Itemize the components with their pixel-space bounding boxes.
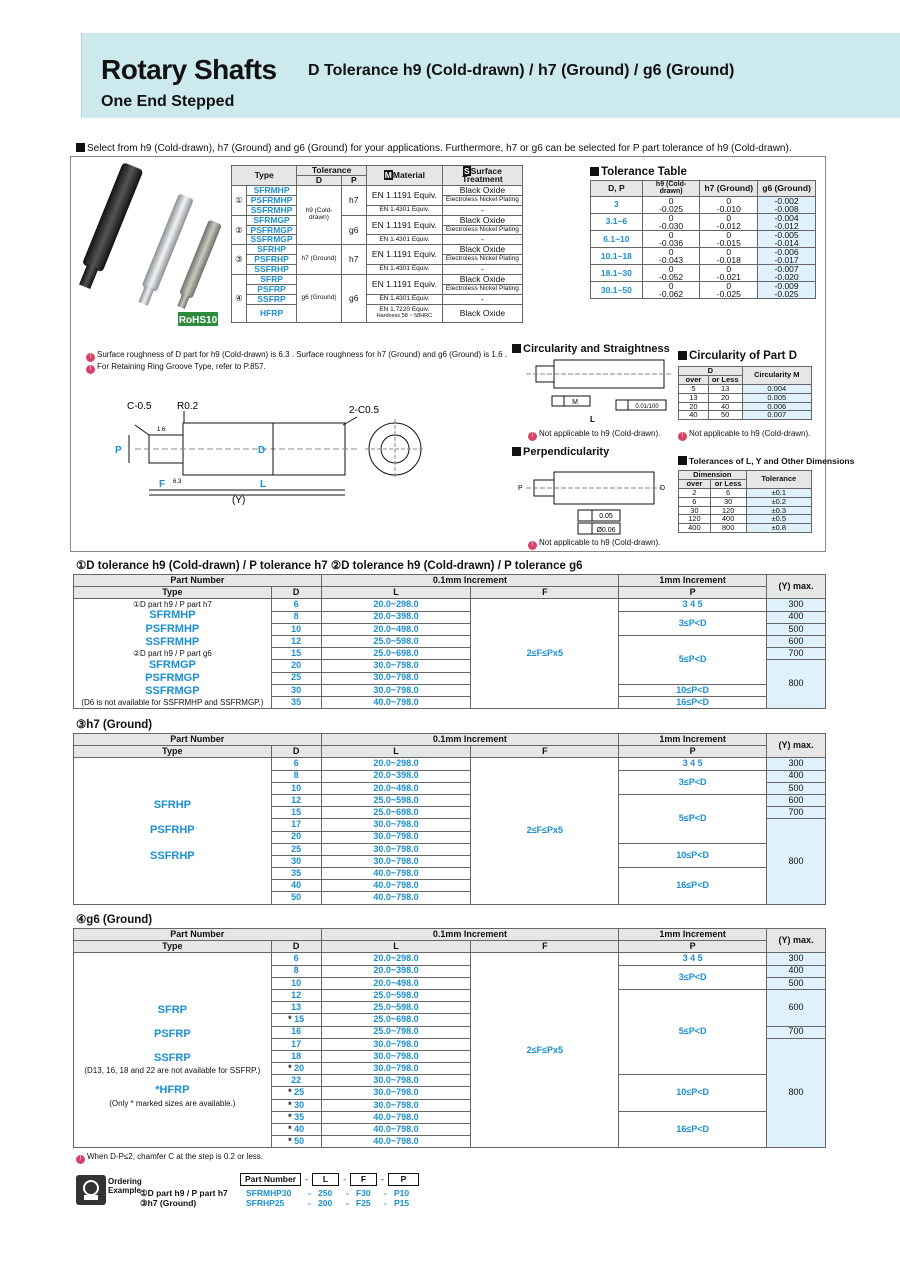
tolerance-row: 30.1~50 0 -0.062 0 -0.025 -0.009 -0.025 [591,282,816,299]
label-y: (Y) [232,495,246,506]
ordering-values: SFRMHP30 - 250 - F30 - P10 SFRHP25 - 200 - F25 - P15 [246,1188,410,1208]
type-table: Type Tolerance MMaterial SSurface Treatment D P ① SFRMHP h9 (Cold-drawn) h7 EN 1.1191 Equiv. Black Oxide PSFRMHP Electroless Nickel Plating SSFRMHP EN 1.4301 Equiv. - ② SFRMGP g6 EN 1.1191 Equiv. Black Oxide PSFRMGP Electroless Nickel Plating SSFRMGP EN 1.4301 Equiv. - ③ SFRHP h7 (Ground) h7 EN 1.1191 Equiv. Black Oxide PSFRHP Electroless Nickel Plating SSFRHP EN 1.4301 Equiv. - ④ SFRP g6 (Ground) g6 EN 1.1191 Equiv. Black Oxide PSFRP Electroless Nickel Plating SSFRP EN 1.4301 Equiv. - HFRP EN 1.7220 Equiv. Hardness 58 ~ 58HRC Black Oxide [231,165,523,323]
svg-text:D: D [660,485,666,492]
tol_dims-row: 400 800 ±0.8 [679,524,812,533]
tol_dims-row: 2 6 ±0.1 [679,488,812,497]
tolerance-row: 3 0 -0.025 0 -0.010 -0.002 -0.008 [591,196,816,213]
label-d: D [258,445,266,456]
section4-types: SFRP PSFRP SSFRP (D13, 16, 18 and 22 are not available for SSFRP.) *HFRP (Only * marked sizes are available.) [74,953,272,1148]
section3-types: SFRHP PSFRHP SSFRHP [74,758,272,904]
svg-text:L: L [590,415,595,424]
perpendicularity-note: ! Not applicable to h9 (Cold-drawn). [528,538,660,550]
circ-d-note: ! Not applicable to h9 (Cold-drawn). [678,429,810,441]
label-p: P [115,445,122,456]
material-header: MMaterial [366,166,442,186]
label-rough16: 1.6 [157,427,166,433]
bottom-note: ! When D-P≤2, chamfer C at the step is 0.2 or less. [76,1152,263,1164]
tolerance-row: 6.1~10 0 -0.036 0 -0.015 -0.005 -0.014 [591,230,816,247]
circularity-drawing [512,356,672,428]
tolerance-table: D, P h9 (Cold-drawn) h7 (Ground) g6 (Ground) 3 0 -0.025 0 -0.010 -0.002 -0.008 3.1~6 0 -0.030 0 -0.012 -0.004 -0.012 6.1~10 0 -0.036 0 -0.015 -0.005 -0.014 10.1~18 0 -0.043 0 -0.018 -0.006 -0.017 18.1~30 0 -0.052 0 -0.021 -0.007 -0.020 30.1~50 0 -0.062 0 -0.025 -0.009 -0.025 [590,180,816,299]
section3-title: ③h7 (Ground) [76,719,153,731]
retaining-note: ! For Retaining Ring Groove Type, refer to P.857. [86,362,266,374]
ordering-icon [76,1175,106,1205]
tolerance-row: 10.1~18 0 -0.043 0 -0.018 -0.006 -0.017 [591,248,816,265]
label-2c05: 2-C0.5 [349,405,380,416]
perpendicularity-drawing [512,460,672,538]
ordering-desc: ①D part h9 / P part h7 ③h7 (Ground) [140,1188,228,1208]
svg-text:0.01/100: 0.01/100 [635,404,659,410]
page-title: Rotary Shafts [101,54,277,85]
label-l: L [260,479,267,490]
intro-text: Select from h9 (Cold-drawn), h7 (Ground) and g6 (Ground) for your applications. Furthermore, h7 or g6 can be selected for P part tolerance of h9 (Cold-drawn). [76,143,792,154]
section4-table: Part Number 0.1mm Increment 1mm Increment (Y) max. Type D L F P SFRP PSFRP SSFRP (D13, 16, 18 and 22 are not available for SSFRP.) *HFRP (Only * marked sizes are available.) 6 20.0~298.0 2≤F≤Px5 3 4 5 300 8 20.0~398.0 3≤P<D 400 10 20.0~498.0 500 12 25.0~598.0 5≤P<D 600 13 25.0~598.0 * 15 25.0~698.0 16 25.0~798.0 700 17 30.0~798.0 800 18 30.0~798.0 * 20 30.0~798.0 22 30.0~798.0 10≤P<D * 25 30.0~798.0 * 30 30.0~798.0 * 35 40.0~798.0 16≤P<D * 40 40.0~798.0 * 50 40.0~798.0 [73,928,826,1148]
circ_d-row: 20 40 0.006 [679,402,812,411]
label-f: F [159,479,166,490]
tol_dims-row: 30 120 ±0.3 [679,506,812,515]
circ_d-row: 40 50 0.007 [679,411,812,420]
tolerance-table-title: Tolerance Table [590,166,687,178]
svg-text:Ø0.06: Ø0.06 [596,527,616,534]
perpendicularity-title: Perpendicularity [512,446,609,458]
circ_d-row: 13 20 0.005 [679,393,812,402]
svg-text:M: M [572,399,578,406]
label-c05: C-0.5 [127,401,152,412]
shaft-drawing [95,395,425,510]
page-subtitle: D Tolerance h9 (Cold-drawn) / h7 (Ground) / g6 (Ground) [308,62,735,79]
circ_d-row: 5 13 0.004 [679,384,812,393]
tolerance-row: 18.1~30 0 -0.052 0 -0.021 -0.007 -0.020 [591,265,816,282]
section1-types: ①D part h9 / P part h7 SFRMHP PSFRMHP SSFRMHP ②D part h9 / P part g6 SFRMGP PSFRMGP SSFRMGP (D6 is not available for SSFRMHP and SSFRMGP.) [74,599,272,709]
section3-table: Part Number 0.1mm Increment 1mm Increment (Y) max. Type D L F P SFRHP PSFRHP SSFRHP 6 20.0~298.0 2≤F≤Px5 3 4 5 300 8 20.0~398.0 3≤P<D 400 10 20.0~498.0 500 12 25.0~598.0 5≤P<D 600 15 25.0~698.0 700 17 30.0~798.0 800 20 30.0~798.0 25 30.0~798.0 10≤P<D 30 30.0~798.0 35 40.0~798.0 16≤P<D 40 40.0~798.0 50 40.0~798.0 [73,733,826,905]
circ-d-title: Circularity of Part D [678,350,797,362]
section1-title: ①D tolerance h9 (Cold-drawn) / P tolerance h7 ②D tolerance h9 (Cold-drawn) / P tolerance g6 [76,560,583,572]
tol-dims-table: Dimension Tolerance over or Less 2 6 ±0.1 6 30 ±0.2 30 120 ±0.3 120 400 ±0.5 400 800 ±0.8 [678,470,812,533]
rohs-badge: RoHS10 [178,315,218,326]
ordering-label: Ordering Example [108,1177,142,1195]
surface-header: SSurface Treatment [442,166,522,186]
label-rough63: 6.3 [173,479,182,485]
ordering-header: Part Number - L - F - P [240,1173,419,1186]
label-r02: R0.2 [177,401,199,412]
tol_dims-row: 6 30 ±0.2 [679,497,812,506]
tolerance-row: 3.1~6 0 -0.030 0 -0.012 -0.004 -0.012 [591,213,816,230]
tolerance-header: Tolerance [297,166,367,176]
tol_dims-row: 120 400 ±0.5 [679,515,812,524]
product-photo [74,162,230,330]
type-header: Type [232,166,297,186]
section4-title: ④g6 (Ground) [76,914,153,926]
tol-dims-title: Tolerances of L, Y and Other Dimensions [678,456,854,466]
page-subtitle-2: One End Stepped [101,93,235,110]
circ-d-table: D Circularity M over or Less 5 13 0.004 13 20 0.005 20 40 0.006 40 50 0.007 [678,366,812,420]
svg-text:P: P [518,485,523,492]
surface-note: ! Surface roughness of D part for h9 (Cold-drawn) is 6.3 . Surface roughness for h7 (Ground) and g6 (Ground) is 1.6 . [86,350,507,362]
circularity-title: Circularity and Straightness [512,343,670,355]
circularity-note: ! Not applicable to h9 (Cold-drawn). [528,429,660,441]
section1-table: Part Number 0.1mm Increment 1mm Increment (Y) max. Type D L F P ①D part h9 / P part h7 SFRMHP PSFRMHP SSFRMHP ②D part h9 / P part g6 SFRMGP PSFRMGP SSFRMGP (D6 is not available for SSFRMHP and SSFRMGP.) 6 20.0~298.0 2≤F≤Px5 3 4 5 300 8 20.0~398.0 3≤P<D 400 10 20.0~498.0 500 12 25.0~598.0 5≤P<D 600 15 25.0~698.0 700 20 30.0~798.0 800 25 30.0~798.0 30 30.0~798.0 10≤P<D 35 40.0~798.0 16≤P<D [73,574,826,709]
svg-text:0.05: 0.05 [599,513,613,520]
type-SFRMHP: SFRMHP [246,185,297,195]
